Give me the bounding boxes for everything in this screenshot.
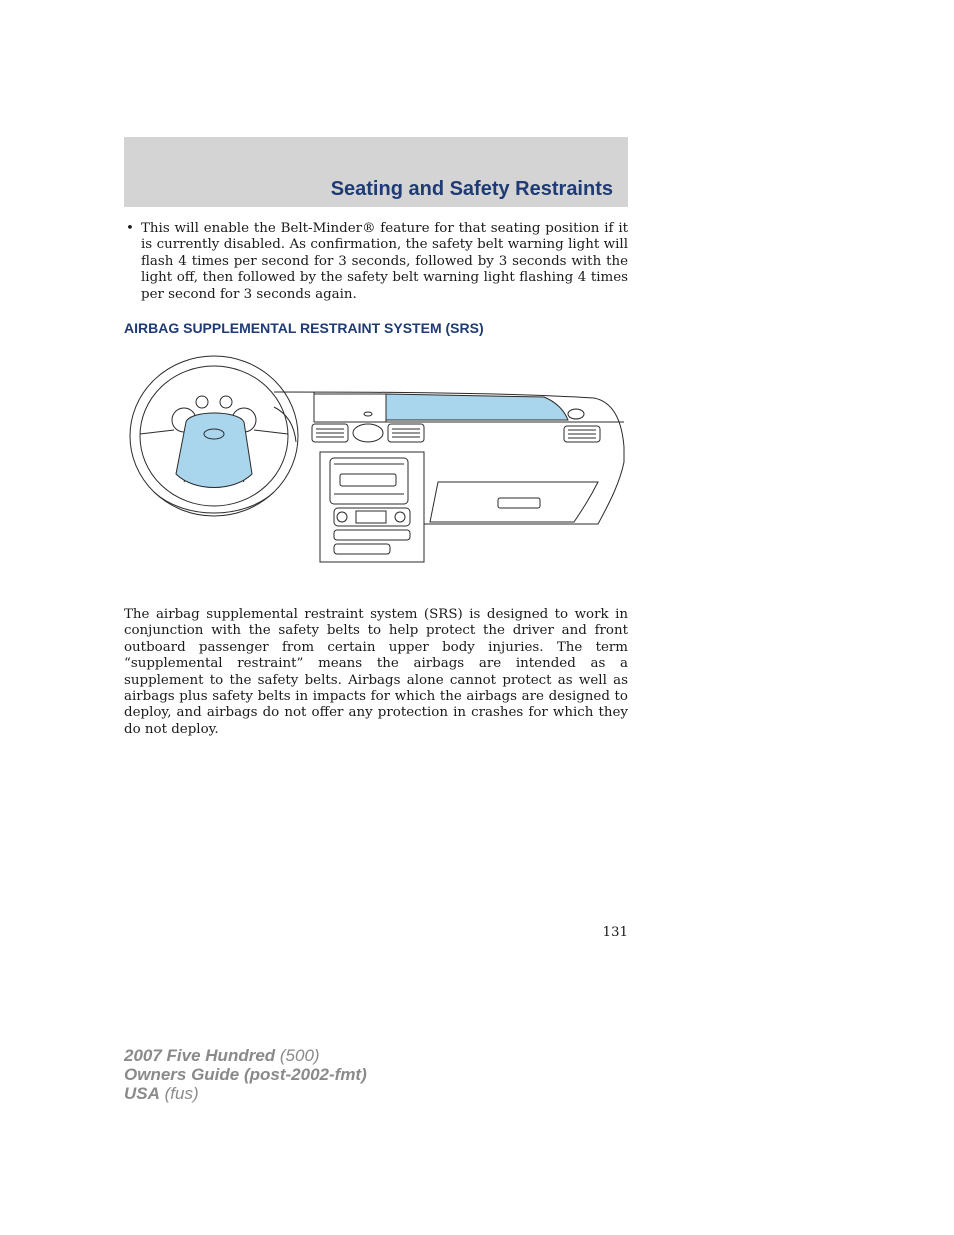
- section-heading: AIRBAG SUPPLEMENTAL RESTRAINT SYSTEM (SRS): [124, 320, 484, 336]
- bullet-item: [124, 221, 628, 303]
- dashboard-airbag-illustration: [124, 352, 628, 566]
- page-title: Seating and Safety Restraints: [330, 178, 613, 200]
- dashboard-illustration-svg: [124, 352, 628, 566]
- passenger-airbag-area: [386, 394, 568, 420]
- footer-model: 2007 Five Hundred: [124, 1046, 276, 1065]
- footer-guide: Owners Guide (post-2002-fmt): [124, 1065, 367, 1084]
- bullet-symbol: •: [126, 221, 134, 236]
- header-band: [124, 137, 628, 207]
- footer-market-code: (fus): [159, 1084, 199, 1103]
- bullet-text: This will enable the Belt-Minder® feature for that seating position if it is currently disabled. As confirmation, the safety belt warning light will flash 4 times per second for 3 seconds, followed by 3 seconds with the light off, then followed by the safety belt warning light flashing 4 times per second for 3 seconds again.: [141, 221, 628, 302]
- footer: [124, 1046, 367, 1103]
- body-paragraph: The airbag supplemental restraint system (SRS) is designed to work in conjunction with the safety belts to help protect the driver and front outboard passenger from certain upper body injuries. The term “supplemental restraint” means the airbags are intended as a supplement to the safety belts. Airbags alone cannot protect as well as airbags plus safety belts in impacts for which the airbags are designed to deploy, and airbags do not offer any protection in crashes for which they do not deploy.: [124, 607, 628, 737]
- footer-model-code: (500): [275, 1046, 320, 1065]
- page-number: 131: [602, 925, 628, 940]
- footer-line-2: [124, 1065, 367, 1084]
- driver-airbag-hub: [176, 413, 252, 488]
- footer-line-3: [124, 1084, 367, 1103]
- footer-market: USA: [124, 1084, 160, 1103]
- footer-line-1: [124, 1046, 367, 1065]
